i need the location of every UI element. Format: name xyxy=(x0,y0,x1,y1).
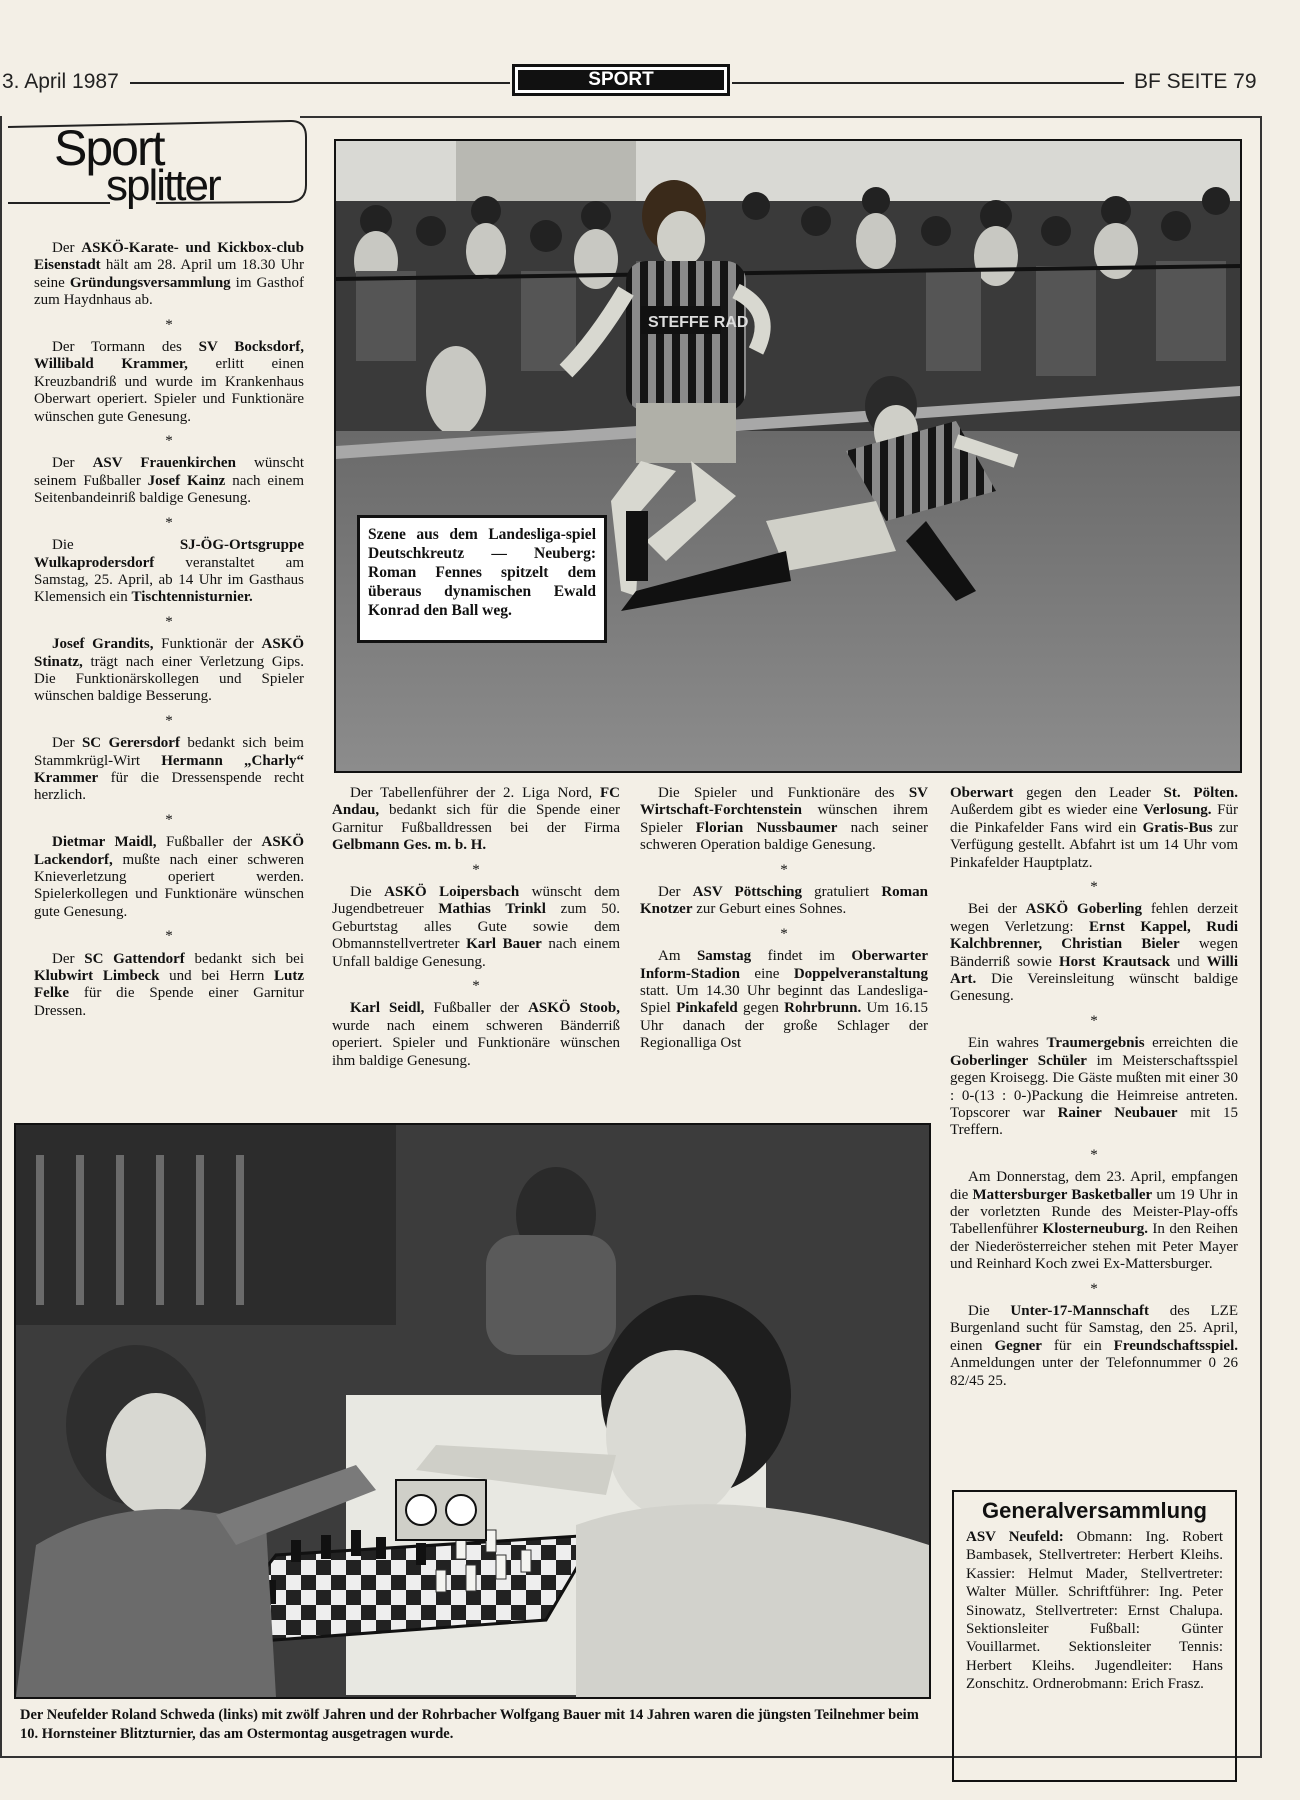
frame-top-rule xyxy=(300,116,1262,118)
article-text: Die SJ-ÖG-Ortsgruppe Wulkaprodersdorf veranstaltet am Samstag, 25. April, ab 14 Uhr im Gasthaus Klemensich ein Tischtennisturnier. xyxy=(34,537,304,606)
column-3 xyxy=(640,785,928,1053)
chess-photo xyxy=(14,1123,931,1699)
separator-star: * xyxy=(165,928,173,945)
separator-star: * xyxy=(780,925,788,942)
chess-photo-illustration xyxy=(16,1125,929,1697)
separator-star: * xyxy=(165,811,173,828)
column-2 xyxy=(332,785,620,1070)
article-text: Bei der ASKÖ Goberling fehlen derzeit wegen Verletzung: Ernst Kappel, Rudi Kalchbrenner, Christian Bieler wegen Bänderriß sowie Horst Krautsack und Willi Art. Die Vereinsleitung wünscht baldige Genesung. xyxy=(950,901,1239,1005)
separator-star: * xyxy=(1090,1012,1098,1029)
separator-star: * xyxy=(165,514,173,531)
article-text: Karl Seidl, Fußballer der ASKÖ Stoob, wurde nach einem schweren Bänderriß operiert. Spieler und Funktionäre wünschen ihm baldige Genesung. xyxy=(332,1000,620,1069)
separator-star: * xyxy=(165,316,173,333)
page-number: BF SEITE 79 xyxy=(1134,70,1257,93)
separator-star: * xyxy=(472,861,480,878)
header-date: 3. April 1987 xyxy=(2,70,119,93)
soccer-photo-illustration xyxy=(336,141,1240,771)
generalversammlung-body: ASV Neufeld: Obmann: Ing. Robert Bambasek, Stellvertreter: Herbert Kleihs. Kassier: Helmut Mader, Stellvertreter: Walter Müller. Schriftführer: Ing. Peter Sinowatz, Stellvertreter: Ernst Chalupa. Sektionsleiter Fußball: Günter Vouillarmet. Sektionsleiter Tennis: Herbert Kleihs. Jugendleiter: Hans Zonschitz. Ordnerobmann: Erich Frasz. xyxy=(966,1529,1223,1693)
article-text: Die Unter-17-Mannschaft des LZE Burgenland sucht für Samstag, den 25. April, einen Gegner für ein Freundschaftsspiel. Anmeldungen unter der Telefonnummer 0 26 82/45 25. xyxy=(950,1302,1238,1389)
separator-star: * xyxy=(780,861,788,878)
column-1 xyxy=(34,240,304,1020)
separator-star: * xyxy=(1090,879,1098,896)
article-text: Ein wahres Traumergebnis erreichten die Goberlinger Schüler im Meisterschaftsspiel gegen Kroisegg. Die Gäste mußten mit einer 30 : 0-(13 : 0-)Packung die Heimreise antreten. Topscorer war Rainer Neubauer mit 15 Treffern. xyxy=(950,1035,1239,1139)
separator-star: * xyxy=(165,712,173,729)
separator-star: * xyxy=(165,433,173,450)
article-text: Dietmar Maidl, Fußballer der ASKÖ Lackendorf, mußte nach einer schweren Knieverletzung operiert werden. Spielerkollegen und Funktionäre wünschen gute Genesung. xyxy=(34,834,305,920)
soccer-photo-caption: Szene aus dem Landesliga-spiel Deutschkreutz — Neuberg: Roman Fennes spitzelt dem überaus dynamischen Ewald Konrad den Ball weg. xyxy=(357,515,607,643)
article-text: Am Samstag findet im Oberwarter Inform-Stadion eine Doppelveranstaltung statt. Um 14.30 Uhr beginnt das Landesliga-Spiel Pinkafeld gegen Rohrbrunn. Um 16.15 Uhr danach der große Schlager der Regionalliga Ost xyxy=(640,948,928,1052)
generalversammlung-title: Generalversammlung xyxy=(982,1498,1207,1523)
article-text: Der ASV Pöttsching gratuliert Roman Knotzer zur Geburt eines Sohnes. xyxy=(640,884,928,918)
article-text: Josef Grandits, Funktionär der ASKÖ Stinatz, trägt nach einer Verletzung Gips. Die Funktionärskollegen und Spieler wünschen baldige Besserung. xyxy=(34,636,304,705)
separator-star: * xyxy=(1090,1146,1098,1163)
sportsplitter-logo xyxy=(6,117,308,210)
article-text: Der SC Gattendorf bedankt sich bei Klubwirt Limbeck und bei Herrn Lutz Felke für die Spende einer Garnitur Dressen. xyxy=(34,950,304,1019)
article-text: Die Spieler und Funktionäre des SV Wirtschaft-Forchtenstein wünschen ihrem Spieler Florian Nussbaumer nach seiner schweren Operation baldige Genesung. xyxy=(640,785,928,854)
section-badge xyxy=(512,64,730,96)
article-text: Die ASKÖ Loipersbach wünscht dem Jugendbetreuer Mathias Trinkl zum 50. Geburtstag alles Gute sowie dem Obmannstellvertreter Karl Bauer nach einem Unfall baldige Genesung. xyxy=(332,884,621,970)
article-text: Der ASV Frauenkirchen wünscht seinem Fußballer Josef Kainz nach einem Seitenbandeinriß baldige Genesung. xyxy=(34,455,305,507)
header-rule-right xyxy=(732,82,1124,84)
separator-star: * xyxy=(165,613,173,630)
chess-photo-caption: Der Neufelder Roland Schweda (links) mit zwölf Jahren und der Rohrbacher Wolfgang Bauer mit 14 Jahren waren die jüngsten Teilnehmer beim 10. Hornsteiner Blitzturnier, das am Ostermontag ausgetragen wurde. xyxy=(20,1707,919,1742)
frame-right-rule xyxy=(1260,116,1262,1756)
generalversammlung-box xyxy=(952,1490,1237,1782)
article-text: Der Tormann des SV Bocksdorf, Willibald Krammer, erlitt einen Kreuzbandriß und wurde im Krankenhaus Oberwart operiert. Spieler und Funktionäre wünschen gute Genesung. xyxy=(34,339,304,425)
separator-star: * xyxy=(1090,1280,1098,1297)
logo-word-splitter: splitter xyxy=(106,161,220,210)
section-title: SPORT xyxy=(518,70,724,90)
article-text: Der Tabellenführer der 2. Liga Nord, FC Andau, bedankt sich für die Spende einer Garnitur Fußballdressen bei der Firma Gelbmann Ges. m. b. H. xyxy=(332,785,620,854)
article-text: Der SC Gerersdorf bedankt sich beim Stammkrügl-Wirt Hermann „Charly“ Krammer für die Dressenspende recht herzlich. xyxy=(34,735,304,804)
shirt-print: STEFFE RAD xyxy=(648,314,749,331)
article-text: Am Donnerstag, dem 23. April, empfangen die Mattersburger Basketballer um 19 Uhr in der vorletzten Runde des Meister-Play-offs Tabellenführer Klosterneuburg. In den Reihen der Niederösterreicher stehen mit Peter Mayer und Reinhard Koch zwei Ex-Mattersburger. xyxy=(950,1169,1238,1273)
frame-left-rule xyxy=(0,116,8,1756)
separator-star: * xyxy=(472,978,480,995)
article-text: Oberwart gegen den Leader St. Pölten. Außerdem gibt es wieder eine Verlosung. Für die Pinkafelder Fans wird ein Gratis-Bus zur Verfügung gestellt. Abfahrt ist um 14 Uhr vom Pinkafelder Hauptplatz. xyxy=(950,785,1239,871)
soccer-photo xyxy=(334,139,1242,773)
column-4 xyxy=(950,785,1238,1390)
header-rule-left xyxy=(130,82,510,84)
logo-word-sport: Sport xyxy=(54,120,164,176)
article-text: Der ASKÖ-Karate- und Kickbox-club Eisenstadt hält am 28. April um 18.30 Uhr seine Gründungsversammlung im Gasthof zum Haydnhaus ab. xyxy=(34,240,304,309)
